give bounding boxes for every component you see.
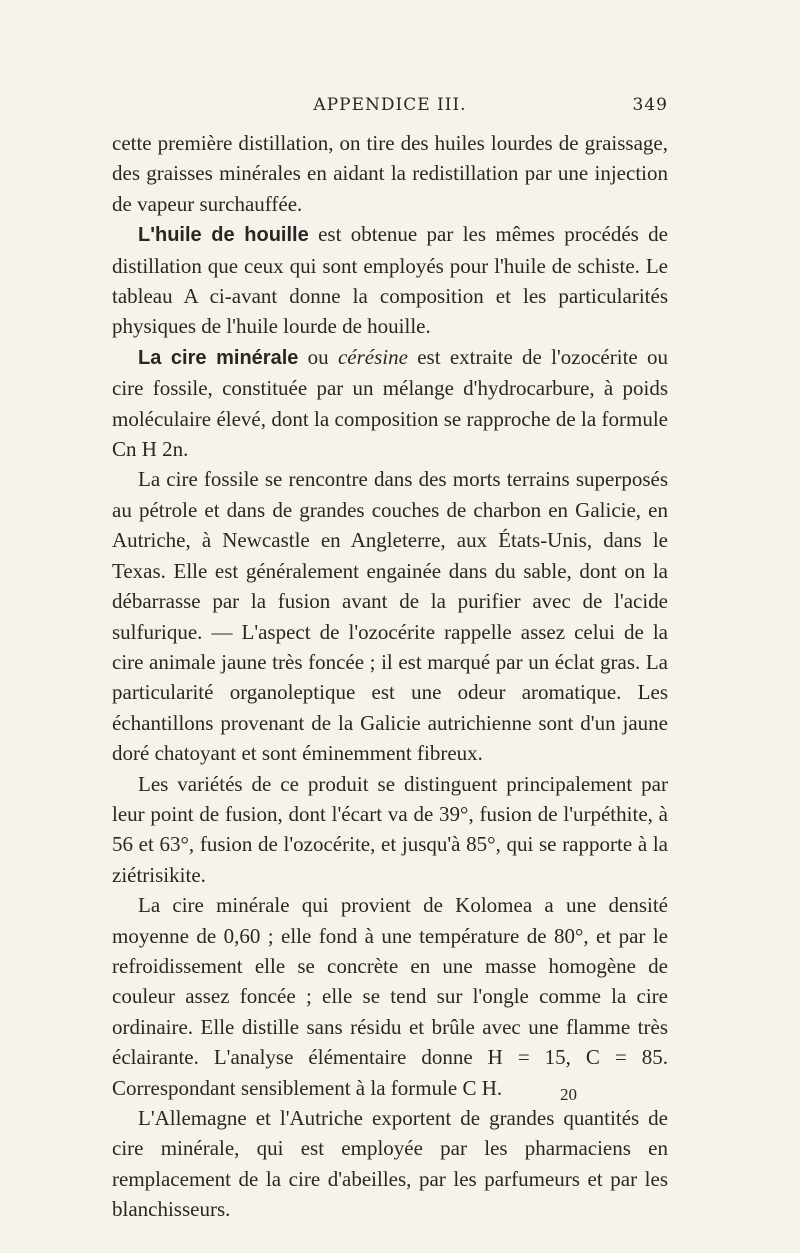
paragraph-text: L'Allemagne et l'Autriche exportent de grandes quantités de cire minérale, qui est employée par les pharmaciens en remplacement de la cire d'abeilles, par les parfumeurs et par les blanchisseurs. <box>112 1106 668 1222</box>
bold-term: La cire minérale <box>138 346 299 369</box>
paragraph-text: ou <box>298 344 338 369</box>
signature-mark: 20 <box>560 1085 577 1104</box>
paragraph-huile-de-houille <box>112 219 668 342</box>
paragraph-text: est obtenue par les mêmes procédés de distillation que ceux qui sont employés pour l'huile de schiste. Le tableau A ci-avant donne la composition et les particularités physiques de l'huile lourde de houille. <box>112 222 668 339</box>
paragraph-text: Les variétés de ce produit se distinguent principalement par leur point de fusion, dont l'écart va de 39°, fusion de l'urpéthite, à 56 et 63°, fusion de l'ozocérite, et jusqu'à 85°, qui se rapporte à la ziétrisikite. <box>112 771 668 887</box>
paragraph-varietes <box>112 769 668 891</box>
paragraph-cire-fossile <box>112 464 668 768</box>
paragraph-continuation <box>112 128 668 219</box>
paragraph-text: La cire minérale qui provient de Kolomea a une densité moyenne de 0,60 ; elle fond à une température de 80°, et par le refroidissement elle se concrète en une masse homogène de couleur assez foncée ; elle se tend sur l'ongle comme la cire ordinaire. Elle distille sans résidu et brûle avec une flamme très éclairante. L'analyse élémentaire donne H = 15, C = 85. Correspondant sensiblement à la formule C H. <box>112 893 668 1100</box>
running-header <box>112 95 668 119</box>
body-text <box>112 128 668 1225</box>
paragraph-cire-minerale <box>112 342 668 465</box>
paragraph-kolomea <box>112 890 668 1103</box>
italic-term: cérésine <box>337 344 408 369</box>
paragraph-text: La cire fossile se rencontre dans des morts terrains superposés au pétrole et dans de grandes couches de charbon en Galicie, en Autriche, à Newcastle en Angleterre, aux États-Unis, dans le Texas. Elle est généralement engainée dans du sable, dont on la débarrasse par la fusion avant de la purifier avec de l'acide sulfurique. — L'aspect de l'ozocérite rappelle assez celui de la cire animale jaune très foncée ; il est marqué par un éclat gras. La particularité organoleptique est une odeur aromatique. Les échantillons provenant de la Galicie autrichienne sont d'un jaune doré chatoyant et sont éminemment fibreux. <box>112 467 668 766</box>
running-title: APPENDICE III. <box>313 95 467 115</box>
paragraph-text: est extraite de l'ozocérite ou cire fossile, constituée par un mélange d'hydrocarbure, à poids moléculaire élevé, dont la composition se rapproche de la formule Cn H 2n. <box>112 344 669 462</box>
paragraph-text: cette première distillation, on tire des huiles lourdes de graissage, des graisses minérales en aidant la redistillation par une injection de vapeur surchauffée. <box>112 131 668 216</box>
bold-term: L'huile de houille <box>138 224 309 247</box>
paragraph-exportation <box>112 1103 668 1225</box>
page-number: 349 <box>632 95 668 115</box>
